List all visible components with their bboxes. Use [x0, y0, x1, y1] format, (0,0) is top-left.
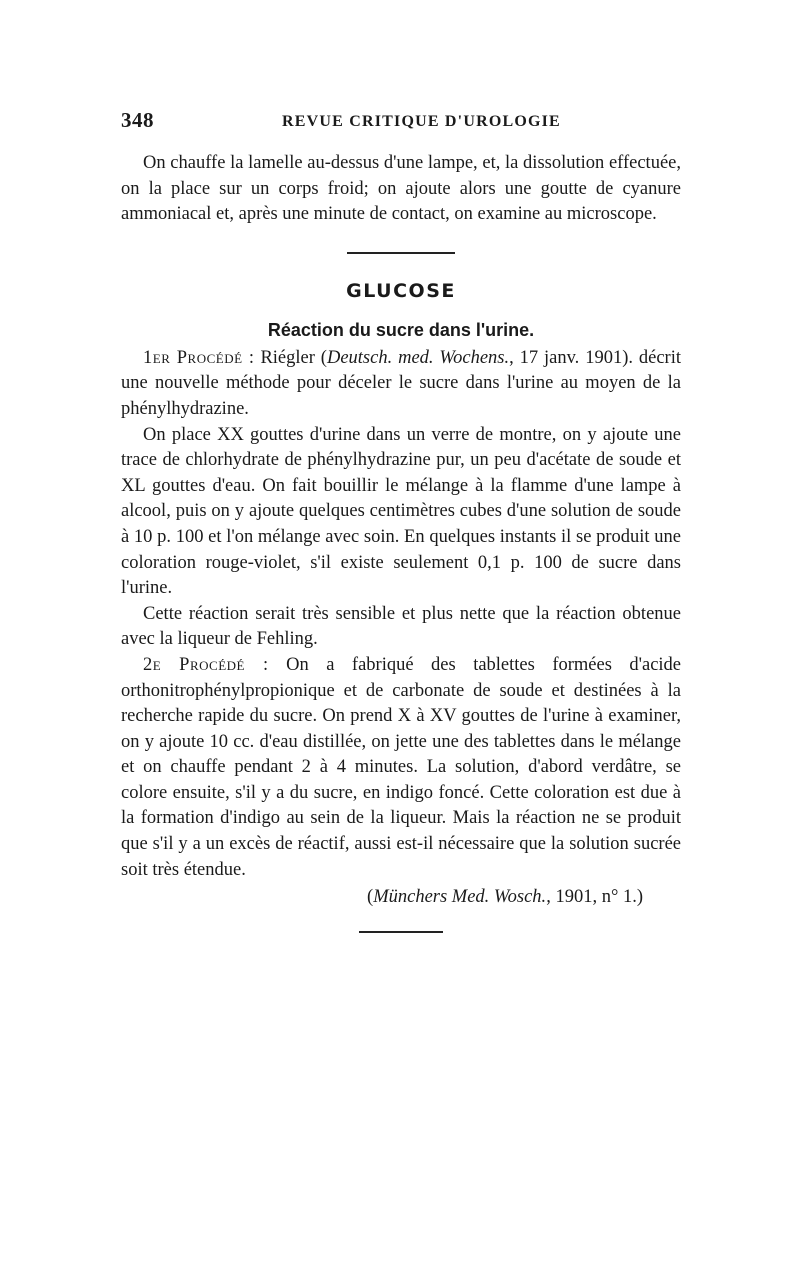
sensitivity-paragraph: Cette réaction serait très sensible et plus nette que la réaction obtenue avec la liqueur de Fehling.	[121, 603, 681, 650]
procede-2-paragraph	[121, 653, 681, 883]
citation-rest: , 1901, n° 1.)	[546, 887, 643, 908]
procede-2-text: On a fabriqué des tablettes formées d'acide orthonitrophénylpropionique et de carbonate de soude et destinées à la recherche rapide du sucre. On prend X à XV gouttes de l'urine à examiner, on y ajoute 10 cc. d'eau distillée, on jette une des tablettes dans le mélange et on chauffe pendant 2 à 4 minutes. La solution, d'abord verdâtre, se colore ensuite, s'il y a du sucre, en indigo foncé. Cette coloration est due à la formation d'indigo au sein de la liqueur. Mais la réaction ne se produit que s'il y a un excès de réactif, aussi est-il nécessaire que la solution sucrée soit très étendue.	[121, 654, 682, 880]
procede-2-label: 2e Procédé :	[143, 654, 269, 675]
book-page	[121, 108, 681, 933]
intro-paragraph: On chauffe la lamelle au-dessus d'une lampe, et, la dissolution effectuée, on la place sur un corps froid; on ajoute alors une goutte de cyanure ammoniacal et, après une minute de contact, on examine au microscope.	[121, 153, 681, 225]
procede-1-source: Deutsch. med. Wochens.	[326, 347, 510, 368]
procede-1-label: 1er Procédé :	[143, 347, 255, 368]
citation-source: Münchers Med. Wosch.	[373, 887, 547, 908]
procede-1-text: , 17 janv. 1901). décrit une nouvelle méthode pour déceler le sucre dans l'urine au moyen de la phénylhydrazine.	[121, 347, 681, 419]
page-header	[121, 108, 681, 138]
page-number: 348	[121, 108, 154, 132]
section-title: GLUCOSE	[346, 279, 456, 302]
citation-open: (	[367, 887, 374, 908]
citation	[121, 885, 681, 911]
running-head: REVUE CRITIQUE D'UROLOGIE	[282, 113, 561, 130]
procede-1-paragraph	[121, 346, 681, 423]
section-subtitle: Réaction du sucre dans l'urine.	[267, 319, 535, 340]
procede-1-author: Riégler (	[260, 347, 327, 368]
section-divider-bottom	[359, 931, 443, 933]
section-divider-top	[347, 252, 455, 254]
method-paragraph: On place XX gouttes d'urine dans un verre de montre, on y ajoute une trace de chlorhydrate de phénylhydrazine pur, un peu d'acétate de soude et XL gouttes d'eau. On fait bouillir le mélange à la flamme d'une lampe à alcool, puis on y ajoute quelques centimètres cubes d'une solution de soude à 10 p. 100 et l'on mélange avec soin. En quelques instants il se produit une coloration rouge-violet, s'il existe seulement 0,1 p. 100 de sucre dans l'urine.	[121, 424, 681, 599]
